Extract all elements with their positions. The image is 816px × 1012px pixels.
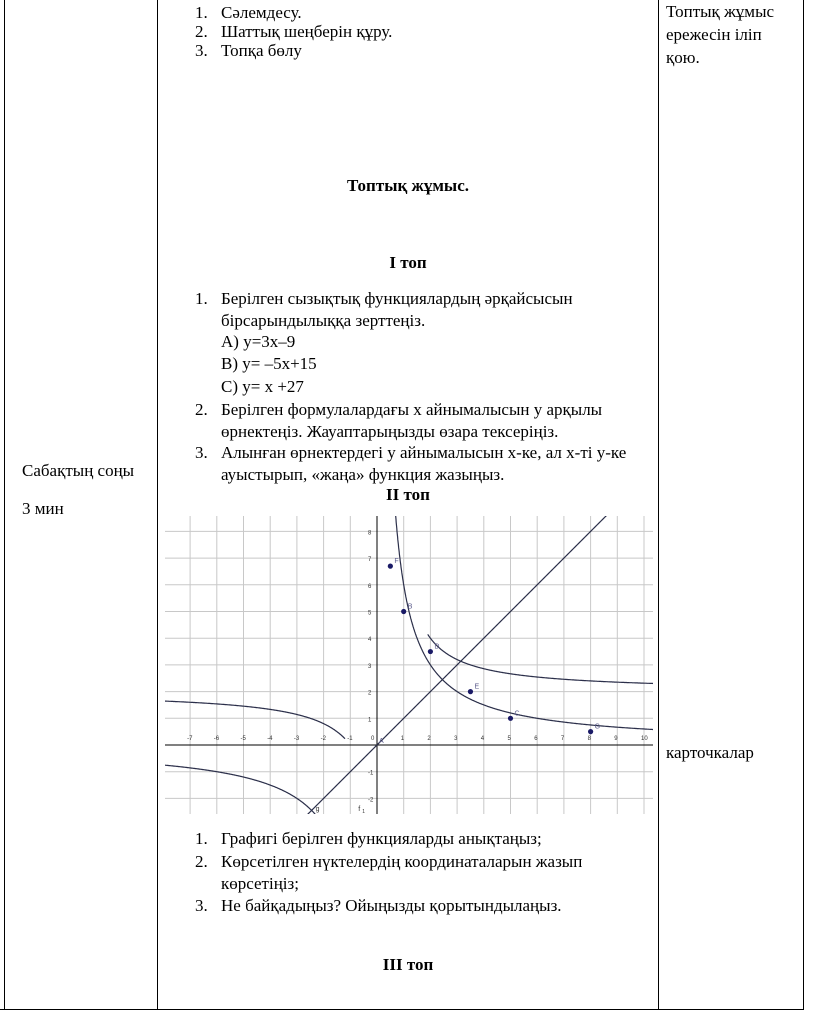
- x-tick-label: 8: [587, 736, 591, 742]
- x-tick-label: 6: [534, 736, 538, 742]
- x-tick-label: 4: [480, 736, 485, 742]
- list-number: 1.: [195, 289, 208, 308]
- task-text: Графигі берілген функцияларды анықтаңыз;: [221, 829, 542, 848]
- graph-grid: [165, 516, 653, 814]
- task-text: көрсетіңіз;: [221, 874, 299, 893]
- x-tick-label: 3: [454, 736, 458, 742]
- y-tick-label: 5: [368, 610, 372, 617]
- y-tick-label: -1: [368, 770, 374, 777]
- x-tick-label: -7: [187, 736, 193, 742]
- resource-note-line2: ережесін іліп: [666, 25, 762, 44]
- list-number: 3.: [195, 896, 208, 915]
- point-label: G: [594, 723, 601, 731]
- curve-label-subscript: 1: [362, 809, 366, 814]
- x-tick-label: 2: [427, 736, 431, 742]
- duration: 3 мин: [22, 499, 64, 518]
- point-label: A: [379, 738, 384, 745]
- list-item: Шаттық шеңберін құру.: [221, 22, 393, 41]
- graph-point: [428, 649, 433, 654]
- group2-title: ІІ топ: [386, 485, 430, 504]
- x-tick-label: -4: [267, 736, 273, 742]
- group3-title: ІІІ топ: [382, 955, 434, 974]
- list-number: 2.: [195, 400, 208, 419]
- option-a: А) у=3х–9: [221, 332, 296, 351]
- table-border-left: [4, 0, 5, 1010]
- task-text: ауыстырып, «жаңа» функция жазыңыз.: [221, 465, 505, 484]
- x-tick-label: 1: [400, 736, 405, 742]
- hyperbola-inverse-right: [428, 634, 653, 684]
- task-text: Алынған өрнектердегі у айнымалысын х-ке, ал х-ті у-ке: [221, 443, 627, 462]
- curve-label: f: [358, 806, 361, 813]
- graph-point: [468, 689, 473, 694]
- hyperbola-left: [165, 763, 338, 814]
- y-tick-label: 7: [368, 557, 372, 564]
- list-number: 2.: [195, 22, 208, 41]
- x-tick-label: 5: [507, 736, 511, 742]
- graph-points: [388, 564, 593, 735]
- point-label: B: [407, 603, 413, 611]
- point-label: F: [394, 558, 399, 566]
- list-number: 3.: [195, 41, 208, 60]
- task-text: бірсарындылыққа зерттеңіз.: [221, 311, 426, 330]
- option-c: С) у= х +27: [221, 377, 304, 396]
- curve-label: g: [315, 806, 320, 813]
- graph-point: [401, 609, 406, 614]
- table-border-right: [803, 0, 804, 1010]
- resource-cards: карточкалар: [666, 743, 754, 762]
- stage-label: Сабақтың соңы: [22, 461, 135, 480]
- resource-note-line3: қою.: [666, 48, 700, 67]
- task-text: Көрсетілген нүктелердің координаталарын жазып: [221, 852, 583, 871]
- y-tick-label: 3: [368, 663, 372, 670]
- section-title: Топтық жұмыс.: [346, 176, 469, 195]
- y-tick-label: 6: [368, 583, 372, 590]
- x-tick-label: -5: [240, 736, 246, 742]
- point-label: C: [514, 710, 520, 718]
- table-border-bottom: [0, 1009, 804, 1010]
- graph-point: [388, 564, 393, 569]
- x-tick-label: -6: [213, 736, 220, 742]
- hyperbola-inverse-left: [165, 700, 345, 739]
- y-tick-label: 8: [368, 530, 372, 537]
- task-text: Не байқадыңыз? Ойыңызды қорытындылаңыз.: [221, 896, 562, 915]
- graph-point: [588, 729, 593, 734]
- x-tick-label: -1: [347, 736, 353, 742]
- task-text: өрнектеңіз. Жауаптарыңызды өзара тексеріңіз.: [221, 422, 559, 441]
- y-tick-label: 4: [368, 637, 372, 644]
- x-tick-label: -2: [320, 736, 326, 742]
- list-number: 3.: [195, 443, 208, 462]
- task-text: Берілген сызықтық функциялардың әрқайсысын: [221, 289, 573, 308]
- function-graph: [165, 516, 653, 814]
- x-tick-label: 10: [641, 736, 648, 742]
- table-border-col2: [658, 0, 659, 1010]
- list-number: 1.: [195, 3, 208, 22]
- graph-point: [508, 716, 513, 721]
- list-number: 2.: [195, 852, 208, 871]
- x-tick-label: -3: [293, 736, 300, 742]
- y-tick-label: -2: [368, 797, 374, 804]
- point-label: D: [434, 643, 440, 651]
- point-label: E: [474, 683, 480, 691]
- x-tick-label: 9: [614, 736, 618, 742]
- x-tick-label: 0: [371, 736, 375, 742]
- x-tick-label: 7: [560, 736, 565, 742]
- group1-title: І топ: [389, 253, 427, 272]
- task-text: Берілген формулалардағы х айнымалысын у арқылы: [221, 400, 603, 419]
- y-tick-label: 1: [368, 717, 372, 724]
- list-item: Сәлемдесу.: [221, 3, 302, 22]
- option-b: В) у= –5х+15: [221, 354, 317, 373]
- resource-note-line1: Топтық жұмыс: [666, 2, 775, 21]
- y-tick-label: 2: [368, 690, 372, 697]
- list-number: 1.: [195, 829, 208, 848]
- list-item: Топқа бөлу: [221, 41, 302, 60]
- hyperbola-right: [393, 516, 653, 730]
